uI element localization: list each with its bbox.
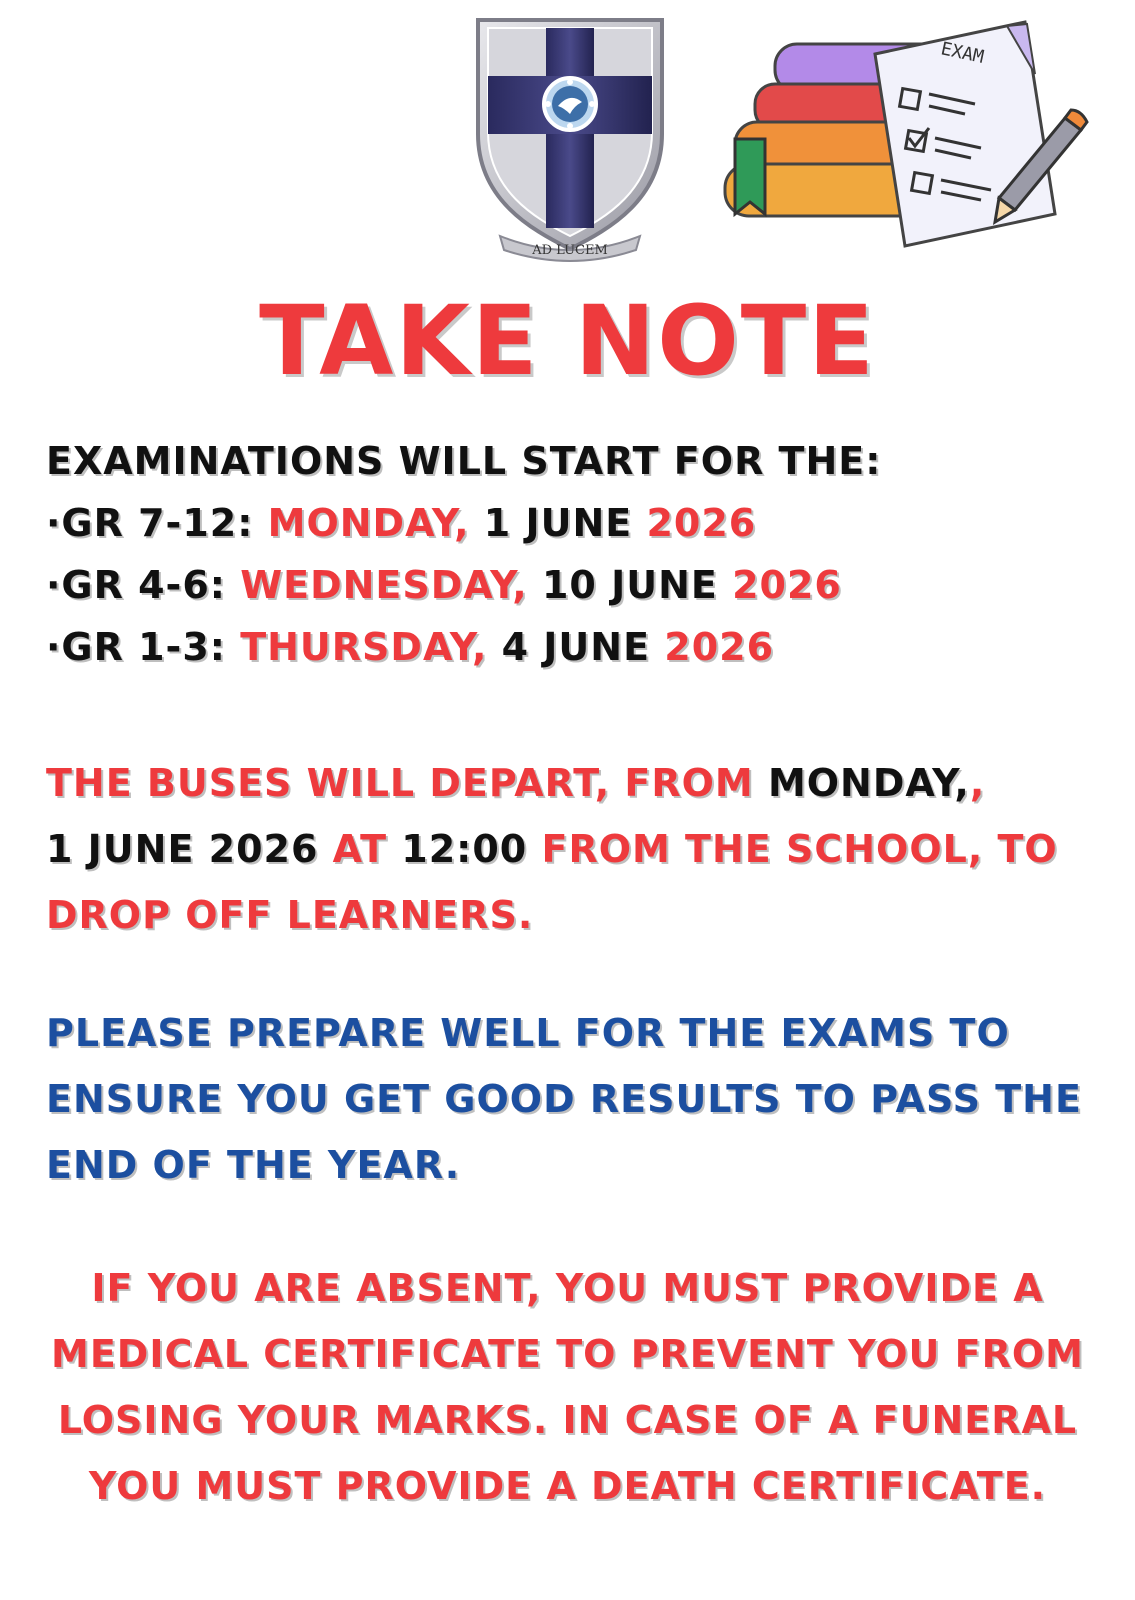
- prepare-notice: PLEASE PREPARE WELL FOR THE EXAMS TO ENSURE YOU GET GOOD RESULTS TO PASS THE END OF THE YEAR.: [46, 1011, 1082, 1187]
- crest-motto: AD LUCEM: [532, 243, 608, 258]
- bus-notice-part7: FROM THE SCHOOL, TO DROP OFF LEARNERS.: [46, 827, 1058, 937]
- schedule-row-gr4-6: [46, 554, 881, 616]
- grade-label: ·GR 4-6:: [46, 563, 226, 607]
- schedule-row-gr1-3: [46, 616, 881, 678]
- exam-paper-label: EXAM: [938, 38, 986, 68]
- exam-schedule-heading: EXAMINATIONS WILL START FOR THE:: [46, 439, 882, 483]
- schedule-row-gr7-12: [46, 492, 881, 554]
- exam-date: 10 JUNE: [541, 563, 718, 607]
- bus-notice-time: 12:00: [401, 827, 528, 871]
- page-title: TAKE NOTE: [259, 285, 876, 397]
- bus-notice-day: MONDAY,: [767, 761, 970, 805]
- exam-year: 2026: [646, 501, 757, 545]
- school-crest-logo: [470, 14, 670, 264]
- grade-label: ·GR 1-3:: [46, 625, 226, 669]
- bus-notice: [46, 750, 1096, 948]
- bus-notice-date: 1 JUNE 2026: [46, 827, 319, 871]
- grade-label: ·GR 7-12:: [46, 501, 254, 545]
- bus-notice-at: AT: [332, 827, 388, 871]
- exam-date: 4 JUNE: [501, 625, 651, 669]
- exam-day: MONDAY,: [267, 501, 470, 545]
- bus-notice-comma: ,: [969, 761, 986, 805]
- exam-paper-icon: [875, 22, 1055, 246]
- exam-day: WEDNESDAY,: [240, 563, 528, 607]
- exam-books-illustration: [715, 14, 1105, 254]
- exam-date: 1 JUNE: [483, 501, 633, 545]
- absence-notice: IF YOU ARE ABSENT, YOU MUST PROVIDE A MEDICAL CERTIFICATE TO PREVENT YOU FROM LOSING YOUR MARKS. IN CASE OF A FUNERAL YOU MUST PROVIDE A DEATH CERTIFICATE.: [51, 1266, 1084, 1508]
- bus-notice-part1: THE BUSES WILL DEPART, FROM: [46, 761, 754, 805]
- exam-year: 2026: [664, 625, 775, 669]
- exam-year: 2026: [732, 563, 842, 607]
- exam-schedule: [46, 430, 881, 678]
- exam-day: THURSDAY,: [240, 625, 488, 669]
